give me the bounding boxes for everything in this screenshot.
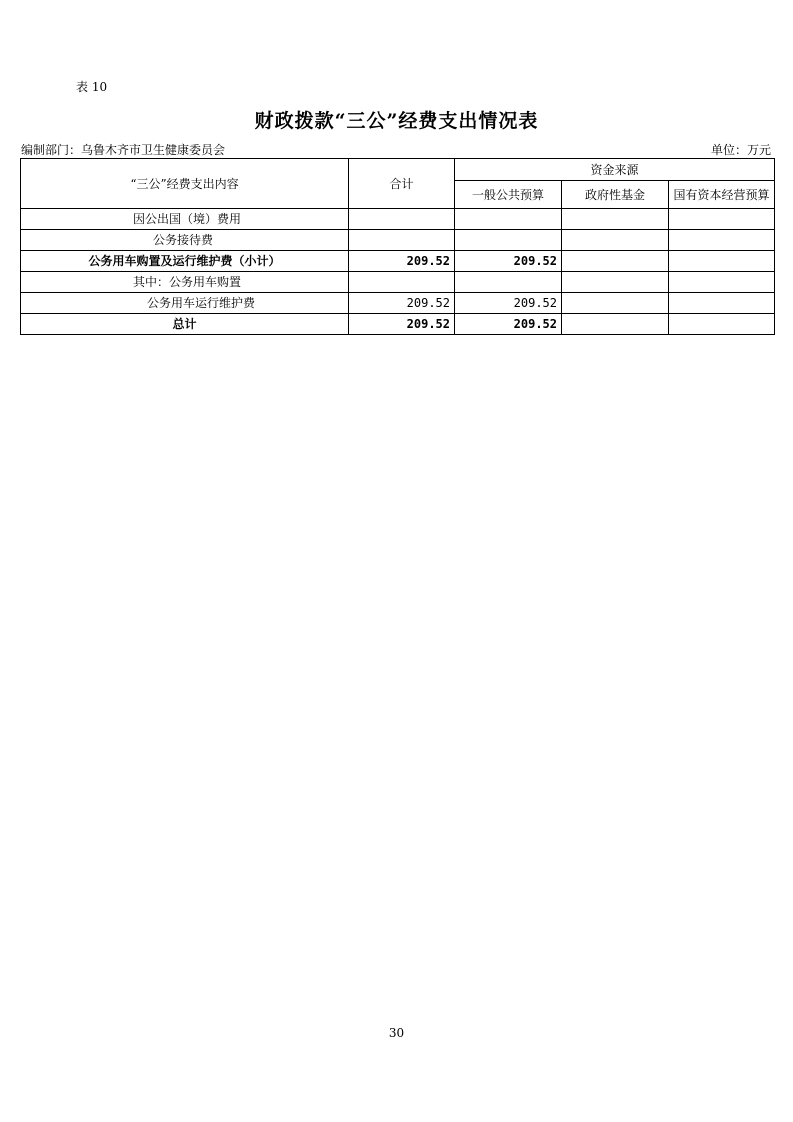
row-general	[455, 230, 562, 251]
row-state-capital	[669, 230, 775, 251]
row-total: 209.52	[349, 251, 455, 272]
table-row	[21, 230, 775, 251]
table-row	[21, 272, 775, 293]
table-row-total	[21, 314, 775, 335]
row-name: 因公出国（境）费用	[21, 209, 349, 230]
header-total: 合计	[349, 159, 455, 209]
row-name: 公务接待费	[21, 230, 349, 251]
table-header-row	[21, 159, 775, 181]
page-title: 财政拨款“三公”经费支出情况表	[254, 110, 539, 132]
header-state-capital: 国有资本经营预算	[669, 181, 775, 209]
table-row	[21, 209, 775, 230]
row-gov-fund	[562, 230, 669, 251]
page-number: 30	[388, 1026, 405, 1040]
row-state-capital	[669, 293, 775, 314]
row-general: 209.52	[455, 314, 562, 335]
table-number: 表 10	[76, 80, 108, 94]
table-row	[21, 251, 775, 272]
row-name: 公务用车购置及运行维护费（小计）	[21, 251, 349, 272]
row-general	[455, 209, 562, 230]
department-label: 编制部门：乌鲁木齐市卫生健康委员会	[21, 143, 226, 157]
row-state-capital	[669, 209, 775, 230]
row-gov-fund	[562, 251, 669, 272]
expense-table	[20, 158, 775, 335]
row-total	[349, 230, 455, 251]
header-content: “三公”经费支出内容	[21, 159, 349, 209]
row-gov-fund	[562, 272, 669, 293]
row-total	[349, 209, 455, 230]
row-general	[455, 272, 562, 293]
header-funding-source: 资金来源	[455, 159, 775, 181]
unit-label: 单位：万元	[710, 143, 771, 157]
row-total	[349, 272, 455, 293]
row-general: 209.52	[455, 251, 562, 272]
row-name: 公务用车运行维护费	[21, 293, 349, 314]
row-state-capital	[669, 251, 775, 272]
row-total: 209.52	[349, 293, 455, 314]
header-government-fund: 政府性基金	[562, 181, 669, 209]
row-gov-fund	[562, 209, 669, 230]
row-total: 209.52	[349, 314, 455, 335]
row-state-capital	[669, 272, 775, 293]
row-name: 其中：公务用车购置	[21, 272, 349, 293]
row-gov-fund	[562, 293, 669, 314]
header-general-budget: 一般公共预算	[455, 181, 562, 209]
row-name: 总计	[21, 314, 349, 335]
row-state-capital	[669, 314, 775, 335]
row-gov-fund	[562, 314, 669, 335]
table-row	[21, 293, 775, 314]
row-general: 209.52	[455, 293, 562, 314]
